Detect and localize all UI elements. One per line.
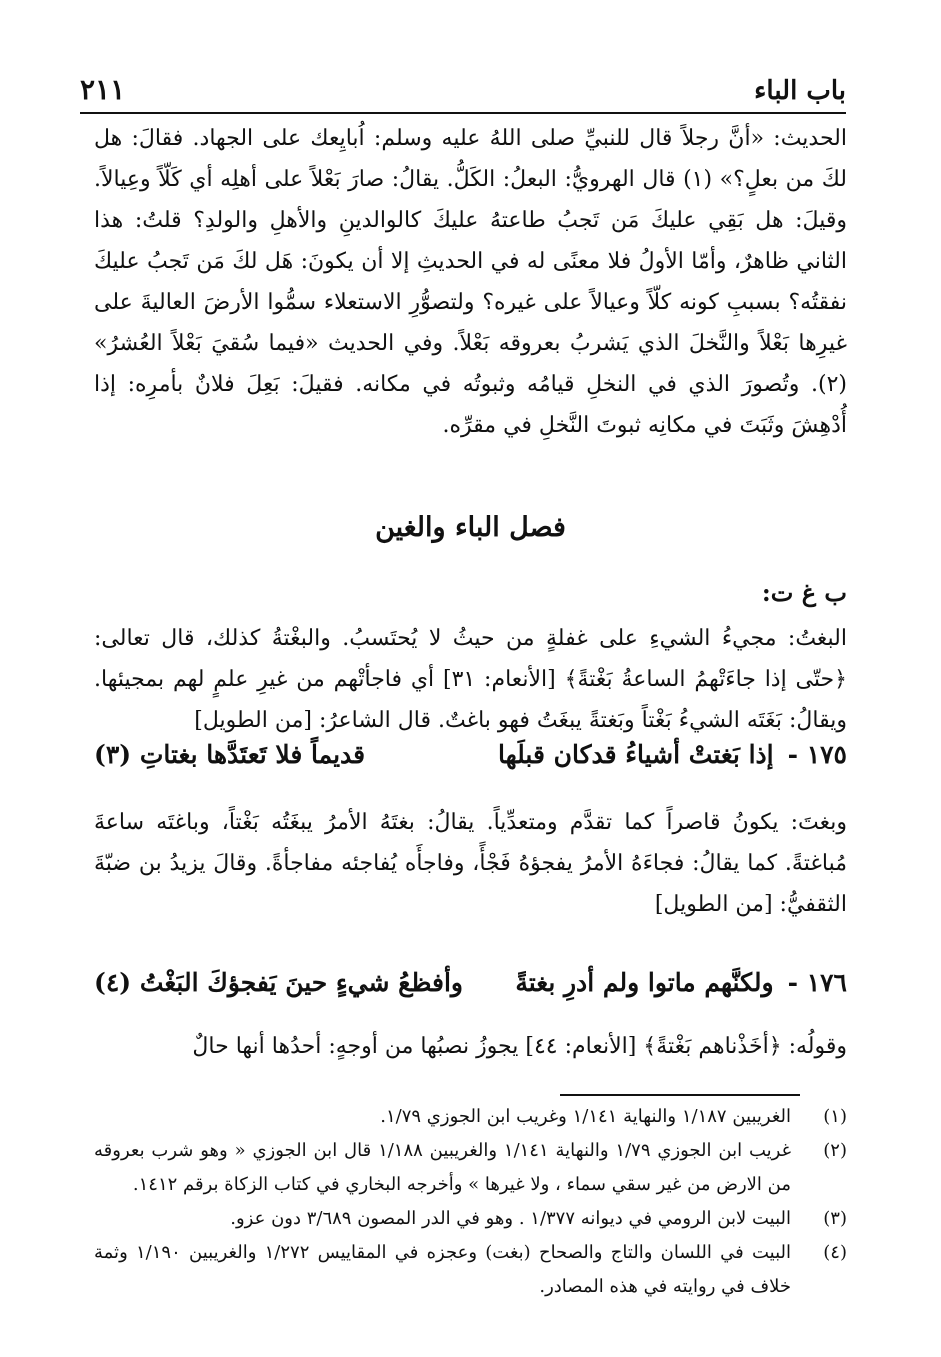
footnote-text: البيت لابن الرومي في ديوانه ١/٣٧٧ . وهو في الدر المصون ٣/٦٨٩ دون عزو. [230,1208,791,1229]
verse-176 [94,968,847,997]
verse-first-hemistich: ١٧٥ -إذا بَغتتْ أشياءُ قدكان قبلَها [497,740,847,769]
verse-second-hemistich: وأفظعُ شيءٍ حينَ يَفجؤكَ البَغْتُ (٤) [94,968,463,997]
section-title: فصل الباء والغين [375,512,566,543]
verse-175 [94,740,847,769]
paragraph-3: وبغتَ: يكونُ قاصراً كما تقدَّم ومتعدِّياً. يقالُ: بغتَهُ الأمرُ يبغَتُه بَغْتاً، وباغتَه ساعةَ مُباغتةً. كما يقالُ: فجاءَهُ الأمرُ يفجؤهُ فَجْأً، وفاجأَه يُفاجئه مفاجأةً. وقالَ يزيدُ بن ضبّةَ الثقفيُّ: [من الطويل] [94,810,847,917]
footnote [94,1100,847,1134]
footnote-separator [560,1094,800,1096]
footnote-number: (٣) [823,1208,847,1229]
running-head: باب الباء [754,76,846,106]
paragraph-1: الحديث: «أنَّ رجلاً قال للنبيِّ صلى اللهُ عليه وسلم: اُبايِعك على الجهاد. فقالَ: هل لكَ من بعلٍ؟» (١) قال الهرويُّ: البعلُ: الكَلُّ. يقالُ: صارَ بَعْلاً على أهلِه أي كَلّاً وعِيالاً. وقيلَ: هل بَقِي عليكَ مَن تَجبُ طاعتهُ عليكَ كالوالدينِ والأهلِ والولدِ؟ قلتُ: هذا الثاني ظاهرٌ، وأمّا الأولُ فلا معنًى له في الحديثِ إلا أن يكونَ: هَل لكَ مَن تَجبُ عليكَ نفقتُه؟ بسببِ كونه كلّاً وعيالاً على غيره؟ ولتصوُّرِ الاستعلاء سمُّوا الأرضَ العاليةَ على غيرِها بَعْلاً والنَّخلَ الذي يَشربُ بعروقه بَعْلاً. وفي الحديث «فيما سُقيَ بَعْلاً العُشرُ» (٢). وتُصورَ الذي في النخلِ قيامُه وثبوتُه في مكانه. فقيلَ: بَعِلَ فلانٌ بأمرِه: إذا أُدْهِشَ وثَبَتَ في مكانِه ثبوتَ النَّخلِ في مقرِّه. [94,126,847,438]
paragraph-4: وقولُه: ﴿أخَذْناهم بَغْتةً﴾ [الأنعام: ٤٤] يجوزُ نصبُها من أوجهٍ: أحدُها أنها حالٌ [192,1034,847,1059]
page-header [80,60,846,114]
paragraph-2: البغتُ: مجيءُ الشيءِ على غفلةٍ من حيثُ لا يُحتَسبُ. والبغْتةُ كذلك، قال تعالى: ﴿حتّى إذا جاءَتْهمُ الساعةُ بَغْتةً﴾ [الأنعام: ٣١] أي فاجأتْهم من غيرِ علمٍ لهم بمجيئها. ويقالُ: بَغَتَه الشيءُ بَغْتاً وبَغتةً يبغَتُ فهو باغتٌ. قال الشاعرُ: [من الطويل] [94,626,847,733]
page-number: ٢١١ [80,73,126,106]
footnote [94,1236,847,1304]
footnotes [94,1100,847,1304]
footnote-text: البيت في اللسان والتاج والصحاح (بغت) وعجزه في المقاييس ١/٢٧٢ والغريبين ١/١٩٠ وثمة خلاف في روايته في هذه المصادر. [94,1242,792,1297]
footnote-number: (٤) [823,1242,847,1263]
verse-second-hemistich: قديماً فلا تَعتَدَّها بغتاتِ (٣) [94,740,366,769]
footnote [94,1134,847,1202]
footnote-text: الغريبين ١/١٨٧ والنهاية ١/١٤١ وغريب ابن الجوزي ١/٧٩. [380,1106,791,1127]
footnote-text: غريب ابن الجوزي ١/٧٩ والنهاية ١/١٤١ والغريبين ١/١٨٨ قال ابن الجوزي « وهو شرب بعروقه من الارض من غير سقي سماء ، ولا غيرها » وأخرجه البخاري في كتاب الزكاة برقم ١٤١٢. [94,1140,791,1195]
verse-number: ١٧٦ - [787,968,847,997]
footnote-number: (١) [823,1106,847,1127]
verse-first-hemistich: ١٧٦ -ولكنَّهم ماتوا ولم أدرِ بغتةً [515,968,847,997]
footnote-number: (٢) [823,1140,847,1161]
root-label: ب غ ت: [761,578,847,607]
verse-number: ١٧٥ - [787,740,847,769]
footnote [94,1202,847,1236]
